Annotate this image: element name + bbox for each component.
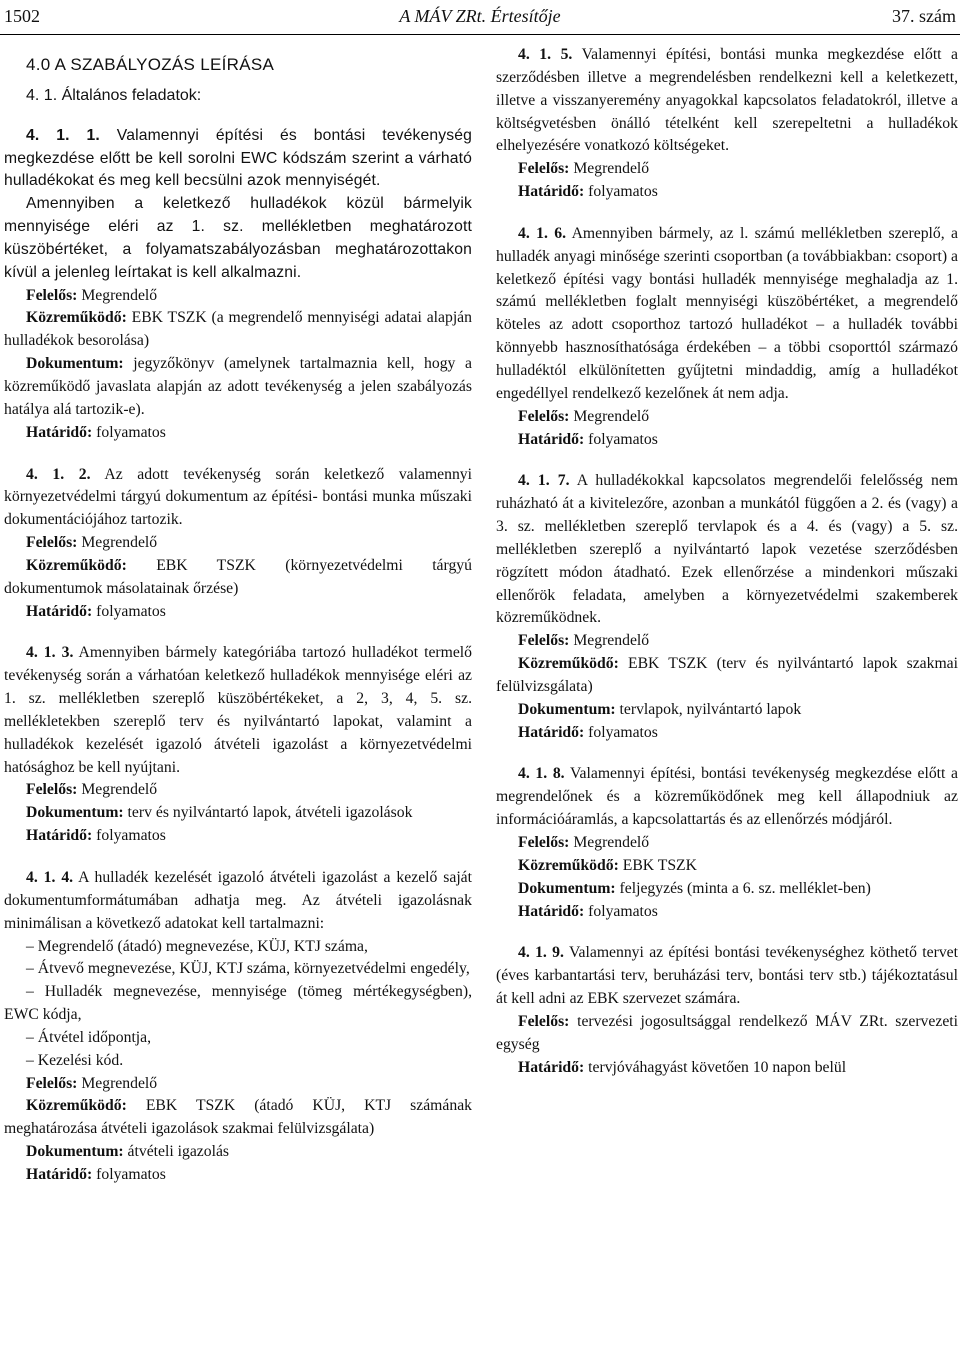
felelos-value: Megrendelő <box>573 834 650 851</box>
item-text: Valamennyi az építési bontási tevékenységhez köthető tervet (éves karbantartási terv, beruházási terv, bontási terv stb.) tájékoztatásul át kell adni az EBK szervezet számára. <box>496 944 958 1008</box>
dokumentum-value: jegyzőkönyv (amelynek tartalmaznia kell, hogy a közreműködő javaslata alapján az adott tevékenység a jelen szabályozás hatálya alá tartozik-e). <box>4 355 472 418</box>
list-item: – Kezelési kód. <box>26 1051 124 1069</box>
item-4-1-5 <box>496 44 958 204</box>
item-text: Valamennyi építési és bontási tevékenység megkezdése előtt be kell sorolni EWC kódszám szerint a várható hulladékokat és meg kell becsülni azok mennyiségét. <box>4 126 473 190</box>
felelos-label: Felelős: <box>26 534 78 552</box>
item-4-1-6 <box>496 223 958 451</box>
hatarido-label: Határidő: <box>26 423 93 441</box>
kozremukodo-label: Közreműködő: <box>518 655 619 673</box>
felelos-label: Felelős: <box>518 1012 570 1030</box>
felelos-label: Felelős: <box>26 781 78 799</box>
hatarido-label: Határidő: <box>26 1165 93 1183</box>
felelos-value: Megrendelő <box>81 1074 158 1092</box>
section-title: 4.0 A SZABÁLYOZÁS LEÍRÁSA <box>26 55 275 74</box>
item-4-1-1 <box>4 125 472 445</box>
item-number: 4. 1. 8. <box>518 765 565 783</box>
hatarido-value: folyamatos <box>588 183 658 201</box>
hatarido-value: folyamatos <box>588 430 658 448</box>
item-4-1-2 <box>4 464 472 624</box>
header-rule <box>0 34 960 35</box>
dokumentum-label: Dokumentum: <box>518 700 616 718</box>
item-number: 4. 1. 7. <box>518 472 570 490</box>
right-column <box>496 44 958 1358</box>
kozremukodo-value: EBK TSZK (átadó KÜJ, KTJ számának meghatározása átvételi igazolások szakmai felülvizsgálata) <box>4 1097 473 1138</box>
dokumentum-label: Dokumentum: <box>26 1143 124 1161</box>
item-4-1-8 <box>496 763 958 923</box>
item-number: 4. 1. 2. <box>26 465 91 483</box>
kozremukodo-value: EBK TSZK (terv és nyilvántartó lapok szakmai felülvizsgálata) <box>496 655 959 695</box>
felelos-value: Megrendelő <box>81 286 158 304</box>
issue-number: 37. szám <box>892 6 956 26</box>
hatarido-label: Határidő: <box>518 430 585 448</box>
list-item: – Hulladék megnevezése, mennyisége (tömeg mértékegységben), EWC kódja, <box>4 983 472 1024</box>
dokumentum-value: feljegyzés (minta a 6. sz. melléklet-ben) <box>619 879 871 897</box>
item-text: A hulladék kezelését igazoló átvételi igazolást a kezelő saját dokumentumformátumában adhatja meg. Az átvételi igazolásnak minimálisan a következő adatokat kell tartalmazni: <box>4 869 472 932</box>
item-text: Valamennyi építési, bontási tevékenység megkezdése előtt a megrendelőnek és a közreműködőnek meg kell állapodniuk az információáramlás, a kapcsolattartás és az ellenőrzés módjáról. <box>496 765 959 829</box>
item-number: 4. 1. 1. <box>26 126 100 144</box>
kozremukodo-value: EBK TSZK (környezetvédelmi tárgyú dokumentumok másolatainak őrzése) <box>4 556 472 597</box>
item-text: Amennyiben bármely, az l. számú mellékletben szereplő, a hulladék anyagi minősége szerinti csoportban (a továbbiakban: csoport) a keletkező építési vagy bontási hulladék mennyisége meghaladja az 1. számú mellékletben foglalt mennyiségi küszöbértéket, a megrendelő köteles az adott csoporthoz tartozó hulladékot – a hulladék további könnyebb hasznosíthatósága érdekében – a többi csoporttól származó hulladéktól elkülönítetten gyűjtetni mindaddig, amíg a hulladékot engedéllyel rendelkező kezelőnek át nem adja. <box>496 224 958 402</box>
item-text: A hulladékokkal kapcsolatos megrendelői felelősség nem ruházható át a kivitelezőre, azonban a munkától függően a 2. és (vagy) a 3. sz. mellékletben szereplő tervlapok és a 4. és (vagy) a 5. sz. mellékletben szereplő a nyilvántartó lapok vezetése szerződésben rögzített módon átadható. Ezek ellenőrzése a mindenkori műszaki ellenőrök feladata, amelyben a környezetvédelmi szakemberek közreműködnek. <box>496 472 959 627</box>
felelos-label: Felelős: <box>518 834 570 851</box>
felelos-label: Felelős: <box>518 407 570 425</box>
felelos-value: Megrendelő <box>573 407 650 425</box>
hatarido-value: folyamatos <box>588 723 658 741</box>
hatarido-label: Határidő: <box>26 827 93 845</box>
list-item: – Átvevő megnevezése, KÜJ, KTJ száma, környezetvédelmi engedély, <box>26 960 470 978</box>
item-number: 4. 1. 3. <box>26 644 74 662</box>
hatarido-label: Határidő: <box>518 902 585 920</box>
list-item: – Átvétel időpontja, <box>26 1028 152 1046</box>
kozremukodo-value: EBK TSZK (a megrendelő mennyiségi adatai alapján hulladékok besorolása) <box>4 309 472 350</box>
item-4-1-9 <box>496 942 958 1079</box>
page-number: 1502 <box>4 6 40 26</box>
hatarido-value: tervjóváhagyást követően 10 napon belül <box>588 1058 847 1076</box>
hatarido-value: folyamatos <box>96 602 166 620</box>
felelos-label: Felelős: <box>518 160 570 178</box>
hatarido-label: Határidő: <box>518 183 585 201</box>
felelos-label: Felelős: <box>26 286 78 304</box>
hatarido-value: folyamatos <box>96 1165 166 1183</box>
hatarido-label: Határidő: <box>26 602 93 620</box>
hatarido-label: Határidő: <box>518 1058 585 1076</box>
felelos-label: Felelős: <box>26 1074 78 1092</box>
dokumentum-label: Dokumentum: <box>518 879 616 897</box>
hatarido-value: folyamatos <box>588 902 658 920</box>
item-number: 4. 1. 6. <box>518 224 567 242</box>
item-4-1-3 <box>4 642 472 848</box>
item-4-1-4 <box>4 867 472 1187</box>
felelos-value: Megrendelő <box>81 534 158 552</box>
left-column <box>4 44 472 1358</box>
hatarido-label: Határidő: <box>518 723 585 741</box>
dokumentum-value: tervlapok, nyilvántartó lapok <box>619 700 802 718</box>
felelos-value: Megrendelő <box>81 781 158 799</box>
felelos-value: Megrendelő <box>573 632 650 650</box>
felelos-value: tervezési jogosultsággal rendelkező MÁV ZRt. szervezeti egység <box>496 1012 959 1053</box>
kozremukodo-value: EBK TSZK <box>622 856 697 874</box>
felelos-label: Felelős: <box>518 632 570 650</box>
felelos-value: Megrendelő <box>573 160 650 178</box>
kozremukodo-label: Közreműködő: <box>518 856 619 874</box>
item-text-2: Amennyiben a keletkező hulladékok közül bármelyik mennyisége eléri az 1. sz. mellékletben meghatározott küszöbértéket, a folyamatszabályozásban meghatározottakon kívül a jelenleg leírtakat is kell alkalmazni. <box>4 195 472 281</box>
list-item: – Megrendelő (átadó) megnevezése, KÜJ, KTJ száma, <box>26 937 368 955</box>
kozremukodo-label: Közreműködő: <box>26 309 127 327</box>
item-4-1-7 <box>496 470 958 744</box>
hatarido-value: folyamatos <box>96 827 166 845</box>
item-text: Amennyiben bármely kategóriába tartozó hulladékot termelő tevékenység során a várhatóan keletkező hulladékok mennyisége eléri az 1. sz. mellékletben szereplő küszöbértékeket, a 2, 3, 4, 5. sz. mellékletekben szereplő terv és nyilvántartó lapokat, valamint a hulladékok kezelését igazoló átvételi igazolást a környezetvédelmi hatósághoz be kell nyújtani. <box>4 644 472 776</box>
item-text: Az adott tevékenység során keletkező valamennyi környezetvédelmi tárgyú dokumentum az építési- bontási munka műszaki dokumentációjához tartozik. <box>4 465 472 529</box>
item-text: Valamennyi építési, bontási munka megkezdése előtt a szerződésben illetve a megrendelésben rendelkezni kell a keletkezett, illetve a visszanyeremény anyagokkal kapcsolatos feladatokról, illetve a költségvetésben önálló tételként kell szerepeltetni a hulladékok elhelyezésére vonatkozó költségeket. <box>496 46 959 155</box>
dokumentum-value: átvételi igazolás <box>127 1143 230 1161</box>
item-number: 4. 1. 9. <box>518 944 564 962</box>
item-number: 4. 1. 5. <box>518 46 573 63</box>
page-header <box>0 0 960 36</box>
publication-title: A MÁV ZRt. Értesítője <box>399 6 561 26</box>
dokumentum-value: terv és nyilvántartó lapok, átvételi igazolások <box>127 804 413 822</box>
subsection-title: 4. 1. Általános feladatok: <box>26 86 202 104</box>
dokumentum-label: Dokumentum: <box>26 804 124 822</box>
kozremukodo-label: Közreműködő: <box>26 556 127 574</box>
dokumentum-label: Dokumentum: <box>26 355 124 373</box>
item-number: 4. 1. 4. <box>26 869 74 886</box>
kozremukodo-label: Közreműködő: <box>26 1097 127 1115</box>
hatarido-value: folyamatos <box>96 423 166 441</box>
